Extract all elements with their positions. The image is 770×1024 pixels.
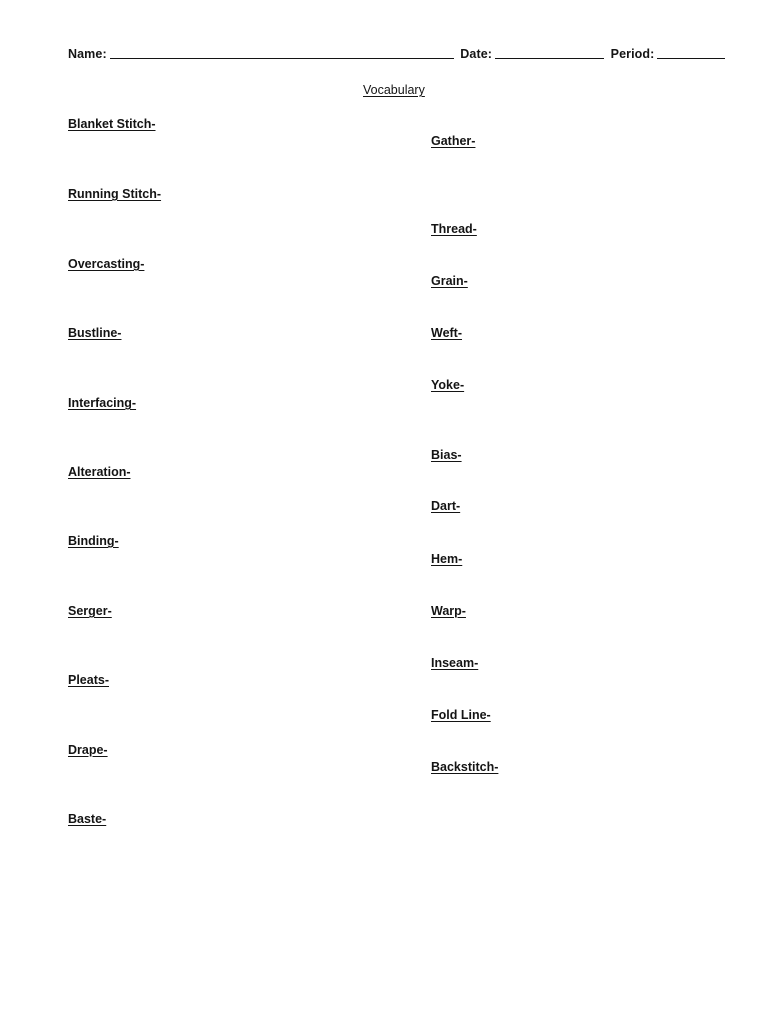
- vocab-term-baste: Baste-: [68, 812, 107, 826]
- date-label: Date:: [460, 47, 493, 61]
- vocab-term-overcasting: Overcasting-: [68, 257, 145, 271]
- vocab-term-alteration: Alteration-: [68, 465, 131, 479]
- vocab-term-dart: Dart-: [431, 499, 461, 513]
- vocab-term-blanket-stitch: Blanket Stitch-: [68, 117, 156, 131]
- vocab-term-pleats: Pleats-: [68, 673, 109, 687]
- vocab-term-yoke: Yoke-: [431, 378, 465, 392]
- header-line: [68, 47, 725, 61]
- vocab-term-drape: Drape-: [68, 743, 108, 757]
- name-label: Name:: [68, 47, 107, 61]
- vocab-term-hem: Hem-: [431, 552, 463, 566]
- period-label: Period:: [610, 47, 655, 61]
- vocab-term-weft: Weft-: [431, 326, 463, 340]
- vocab-term-grain: Grain-: [431, 274, 468, 288]
- vocab-term-bias: Bias-: [431, 448, 462, 462]
- name-blank[interactable]: [110, 47, 454, 59]
- vocab-term-serger: Serger-: [68, 604, 112, 618]
- vocab-term-thread: Thread-: [431, 222, 477, 236]
- vocab-term-running-stitch: Running Stitch-: [68, 187, 162, 201]
- vocab-term-fold-line: Fold Line-: [431, 708, 491, 722]
- vocab-term-inseam: Inseam-: [431, 656, 479, 670]
- vocab-term-bustline: Bustline-: [68, 326, 122, 340]
- page-title: Vocabulary: [363, 83, 425, 97]
- vocab-term-interfacing: Interfacing-: [68, 396, 137, 410]
- period-blank[interactable]: [657, 47, 725, 59]
- vocab-term-backstitch: Backstitch-: [431, 760, 499, 774]
- vocab-term-warp: Warp-: [431, 604, 466, 618]
- vocab-term-gather: Gather-: [431, 134, 476, 148]
- date-blank[interactable]: [495, 47, 604, 59]
- vocab-term-binding: Binding-: [68, 534, 119, 548]
